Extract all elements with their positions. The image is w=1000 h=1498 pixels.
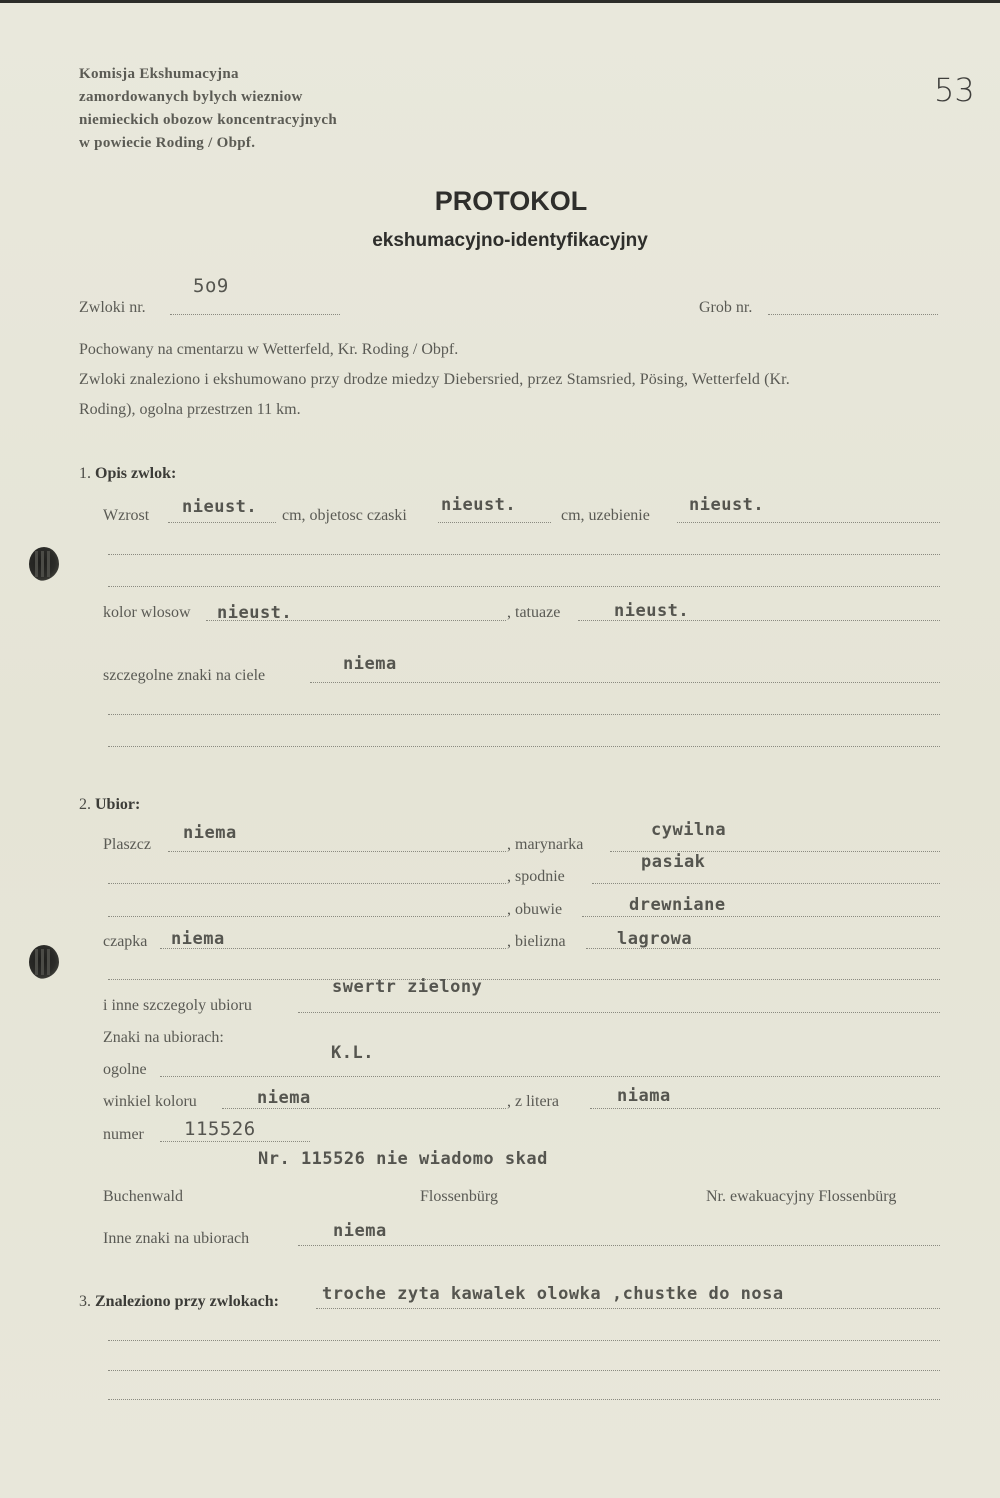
section-1-number: 1. xyxy=(79,465,91,482)
winkiel-value: niema xyxy=(257,1088,311,1108)
section-3-blank-line-3 xyxy=(108,1399,940,1400)
winkiel-line xyxy=(222,1108,506,1109)
numer-line xyxy=(160,1141,310,1142)
ogolne-label: ogolne xyxy=(103,1061,147,1078)
obuwie-value: drewniane xyxy=(629,895,726,915)
zwloki-number-value: 5o9 xyxy=(193,275,229,297)
org-line-1: Komisja Ekshumacyjna xyxy=(79,66,239,82)
bielizna-line xyxy=(586,948,940,949)
zwloki-label: Zwloki nr. xyxy=(79,299,146,316)
winkiel-label: winkiel koloru xyxy=(103,1093,197,1110)
numer-value: 115526 xyxy=(184,1118,256,1140)
punch-hole-top xyxy=(29,547,59,581)
czaszka-value: nieust. xyxy=(441,495,517,515)
spodnie-value: pasiak xyxy=(641,852,706,872)
flossenburg-label: Flossenbürg xyxy=(420,1188,498,1205)
inne-znaki-line xyxy=(298,1245,940,1246)
wzrost-value: nieust. xyxy=(182,497,258,517)
uzebienie-label: cm, uzebienie xyxy=(561,507,650,524)
section-2-heading xyxy=(79,796,140,814)
section-1-heading xyxy=(79,465,176,483)
inne-szczegoly-label: i inne szczegoly ubioru xyxy=(103,997,252,1014)
wlosy-label: kolor wlosow xyxy=(103,604,191,621)
section-2-title: Ubior: xyxy=(95,796,141,813)
section-1-title: Opis zwlok: xyxy=(95,465,177,482)
inne-znaki-value: niema xyxy=(333,1221,387,1241)
czaszka-label: cm, objetosc czaski xyxy=(282,507,407,524)
znaki-ciele-line xyxy=(310,682,940,683)
znaki-blank-line-1 xyxy=(108,714,940,715)
wlosy-line xyxy=(206,620,506,621)
wlosy-value: nieust. xyxy=(217,603,293,623)
znaki-blank-line-2 xyxy=(108,746,940,747)
ogolne-value: K.L. xyxy=(331,1043,374,1063)
inne-znaki-label: Inne znaki na ubiorach xyxy=(103,1230,250,1247)
bielizna-label: , bielizna xyxy=(507,933,566,950)
znaki-ciele-value: niema xyxy=(343,654,397,674)
grob-label: Grob nr. xyxy=(699,299,753,316)
org-line-4: w powiecie Roding / Obpf. xyxy=(79,135,256,151)
ewakuacyjny-label: Nr. ewakuacyjny Flossenbürg xyxy=(706,1188,897,1205)
spodnie-line xyxy=(592,883,940,884)
document-subtitle: ekshumacyjno-identyfikacyjny xyxy=(372,230,648,251)
ubior-blank-line-3 xyxy=(108,979,940,980)
section-3-blank-line-2 xyxy=(108,1370,940,1371)
marynarka-value: cywilna xyxy=(651,820,727,840)
plaszcz-label: Plaszcz xyxy=(103,836,151,853)
opis-blank-line-1 xyxy=(108,554,940,555)
numer-note: Nr. 115526 nie wiadomo skad xyxy=(258,1149,548,1169)
section-3-title: Znaleziono przy zwlokach: xyxy=(95,1293,279,1310)
spodnie-label: , spodnie xyxy=(507,868,565,885)
punch-hole-bottom xyxy=(29,945,59,979)
litera-label: , z litera xyxy=(507,1093,559,1110)
obuwie-label: , obuwie xyxy=(507,901,563,918)
grob-line xyxy=(768,314,938,315)
inne-szczegoly-line xyxy=(298,1012,940,1013)
tatuaze-label: , tatuaze xyxy=(507,604,561,621)
burial-line-2: Zwloki znaleziono i ekshumowano przy drodze miedzy Diebersried, przez Stamsried, Pösing, Wetterfeld (Kr. xyxy=(79,371,790,388)
ubior-blank-line-1 xyxy=(108,883,506,884)
czapka-label: czapka xyxy=(103,933,148,950)
wzrost-label: Wzrost xyxy=(103,507,150,524)
document-title: PROTOKOL xyxy=(434,186,588,216)
numer-label: numer xyxy=(103,1126,144,1143)
plaszcz-value: niema xyxy=(183,823,237,843)
czaszka-line xyxy=(438,522,551,523)
tatuaze-line xyxy=(578,620,940,621)
section-3-number: 3. xyxy=(79,1293,91,1310)
bielizna-value: lagrowa xyxy=(617,929,693,949)
section-3-value: troche zyta kawalek olowka ,chustke do nosa xyxy=(322,1284,784,1304)
zwloki-line xyxy=(170,314,340,315)
wzrost-line xyxy=(168,522,276,523)
litera-value: niama xyxy=(617,1086,671,1106)
obuwie-line xyxy=(582,916,940,917)
uzebienie-line xyxy=(677,522,940,523)
inne-szczegoly-value: swertr zielony xyxy=(332,977,483,997)
opis-blank-line-2 xyxy=(108,586,940,587)
znaki-ubiorach-label: Znaki na ubiorach: xyxy=(103,1029,224,1046)
ubior-blank-line-2 xyxy=(108,916,506,917)
plaszcz-line xyxy=(168,851,506,852)
section-3-blank-line-1 xyxy=(108,1340,940,1341)
buchenwald-label: Buchenwald xyxy=(103,1188,183,1205)
czapka-value: niema xyxy=(171,929,225,949)
org-line-2: zamordowanych bylych wiezniow xyxy=(79,89,303,105)
burial-line-1: Pochowany na cmentarzu w Wetterfeld, Kr. Roding / Obpf. xyxy=(79,341,459,358)
section-3-line xyxy=(316,1308,940,1309)
ogolne-line xyxy=(160,1076,940,1077)
tatuaze-value: nieust. xyxy=(614,601,690,621)
burial-line-3: Roding), ogolna przestrzen 11 km. xyxy=(79,401,301,418)
section-3-heading xyxy=(79,1293,279,1311)
section-2-number: 2. xyxy=(79,796,91,813)
znaki-ciele-label: szczegolne znaki na ciele xyxy=(103,667,266,684)
uzebienie-value: nieust. xyxy=(689,495,765,515)
org-line-3: niemieckich obozow koncentracyjnych xyxy=(79,112,337,128)
marynarka-label: , marynarka xyxy=(507,836,584,853)
litera-line xyxy=(590,1108,940,1109)
page-number: 53 xyxy=(934,71,975,109)
czapka-line xyxy=(160,948,506,949)
